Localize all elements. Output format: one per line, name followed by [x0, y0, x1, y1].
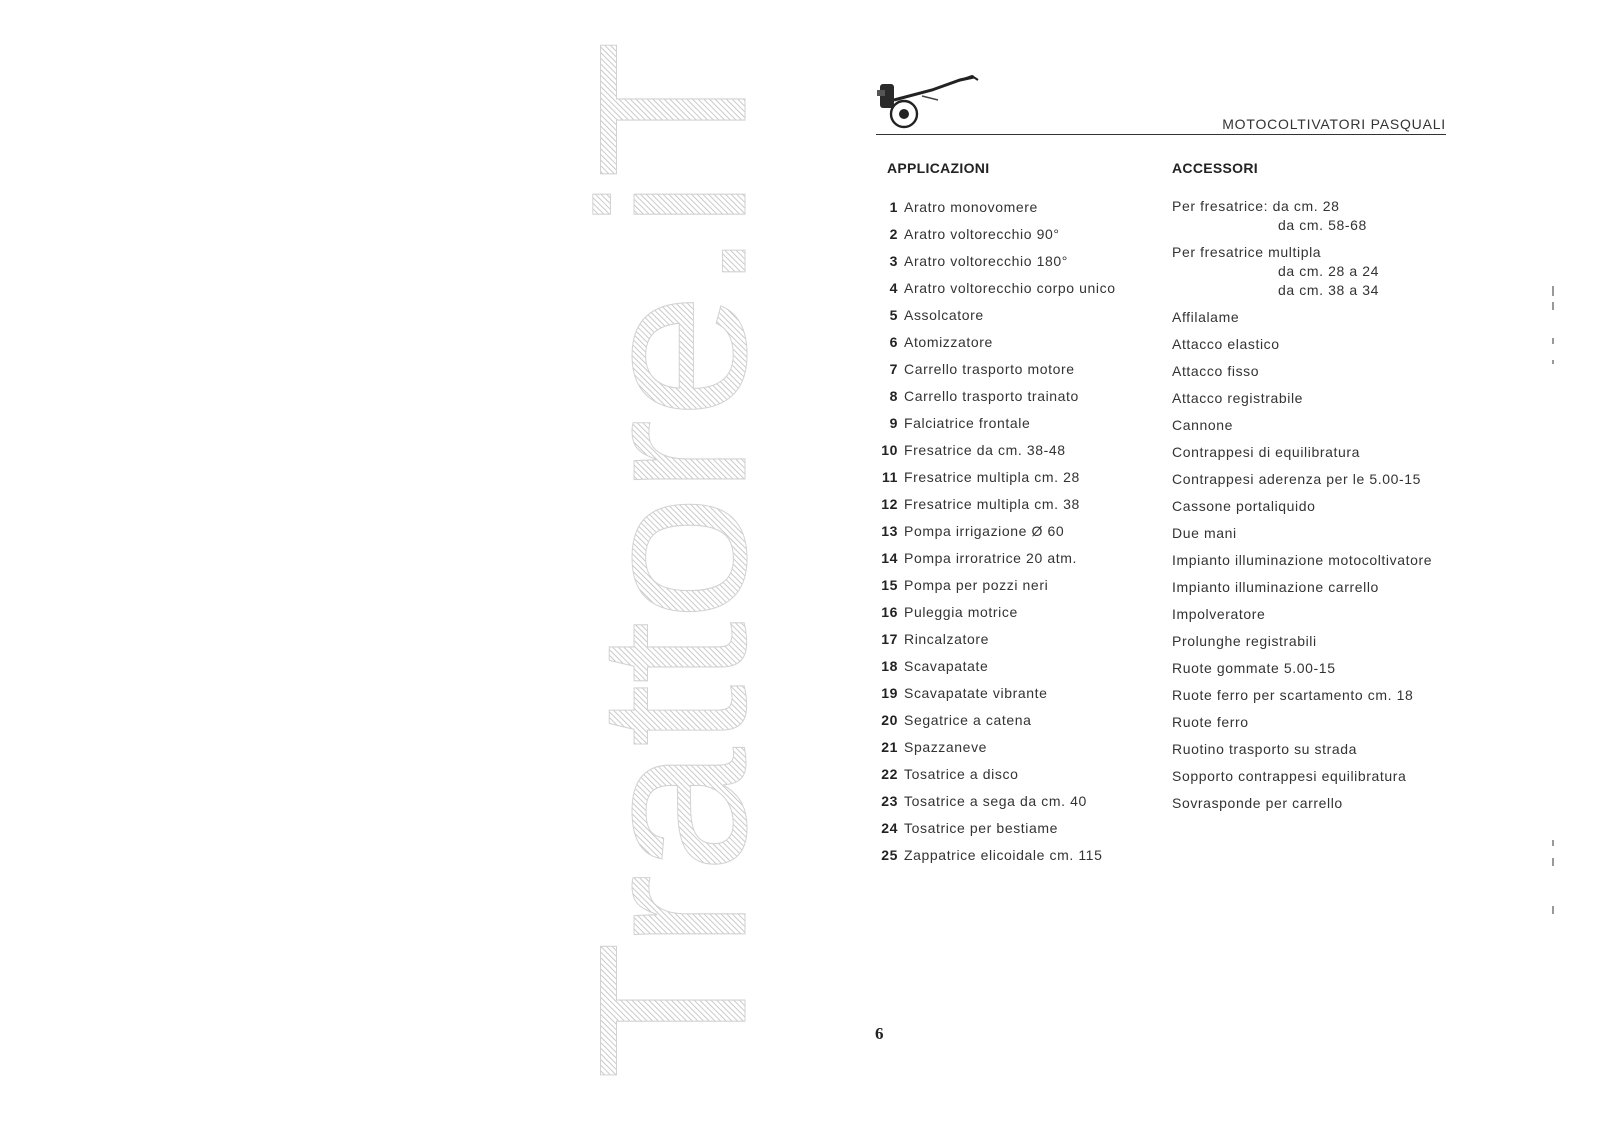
list-item — [874, 820, 1058, 840]
list-item — [874, 712, 1032, 732]
list-item: Cassone portaliquido — [1172, 498, 1316, 514]
accessories-title: ACCESSORI — [1172, 160, 1258, 176]
accessory-sub: da cm. 28 a 24 — [1278, 263, 1380, 279]
list-item: Prolunghe registrabili — [1172, 633, 1317, 649]
list-item: Contrappesi di equilibratura — [1172, 444, 1361, 460]
list-item — [874, 685, 1048, 705]
list-item — [874, 793, 1087, 813]
list-item — [874, 361, 1075, 381]
list-item: Ruotino trasporto su strada — [1172, 741, 1358, 757]
item-label: Tosatrice a sega da cm. 40 — [904, 793, 1087, 809]
list-item — [874, 631, 989, 651]
list-item — [874, 388, 1079, 408]
item-number: 11 — [882, 469, 898, 485]
scan-mark — [1552, 858, 1554, 866]
list-item: Impianto illuminazione motocoltivatore — [1172, 552, 1433, 568]
item-label: Aratro voltorecchio 180° — [904, 253, 1068, 269]
watermark-text: Trattore.iT — [555, 119, 790, 1080]
list-item: Sovrasponde per carrello — [1172, 795, 1343, 811]
list-item: Impianto illuminazione carrello — [1172, 579, 1379, 595]
item-number: 2 — [889, 226, 898, 242]
scan-mark — [1552, 302, 1554, 310]
list-item — [874, 307, 984, 327]
accessory-fresatrice-multipla — [1172, 243, 1379, 300]
list-item — [874, 253, 1068, 273]
applications-title: APPLICAZIONI — [887, 160, 990, 176]
item-label: Fresatrice multipla cm. 38 — [904, 496, 1080, 512]
item-label: Scavapatate — [904, 658, 989, 674]
list-item: Attacco elastico — [1172, 336, 1280, 352]
scan-mark — [1552, 286, 1554, 296]
list-item: Cannone — [1172, 417, 1234, 433]
item-label: Falciatrice frontale — [904, 415, 1031, 431]
item-label: Segatrice a catena — [904, 712, 1032, 728]
list-item — [874, 415, 1030, 435]
list-item — [874, 847, 1102, 867]
list-item — [874, 334, 993, 354]
accessory-sub: da cm. 38 a 34 — [1278, 282, 1380, 298]
list-item — [874, 442, 1066, 462]
item-number: 3 — [889, 253, 898, 269]
list-item — [874, 604, 1018, 624]
item-label: Tosatrice a disco — [904, 766, 1019, 782]
page-number: 6 — [875, 1024, 884, 1043]
accessory-label: Per fresatrice multipla — [1172, 244, 1322, 260]
list-item — [874, 496, 1080, 516]
item-label: Carrello trasporto trainato — [904, 388, 1079, 404]
item-number: 1 — [889, 199, 898, 215]
item-label: Atomizzatore — [904, 334, 993, 350]
item-number: 15 — [881, 577, 898, 593]
accessory-sub: da cm. 58-68 — [1278, 217, 1367, 233]
item-number: 25 — [881, 847, 898, 863]
list-item — [874, 226, 1060, 246]
item-number: 18 — [881, 658, 898, 674]
accessory-label: Per fresatrice: da cm. 28 — [1172, 198, 1340, 214]
item-number: 12 — [881, 496, 898, 512]
list-item: Attacco registrabile — [1172, 390, 1304, 406]
list-item: Sopporto contrappesi equilibratura — [1172, 768, 1407, 784]
list-item: Impolveratore — [1172, 606, 1266, 622]
item-number: 14 — [881, 550, 898, 566]
item-number: 6 — [889, 334, 898, 350]
item-label: Pompa per pozzi neri — [904, 577, 1049, 593]
list-item: Ruote gommate 5.00-15 — [1172, 660, 1336, 676]
item-label: Pompa irroratrice 20 atm. — [904, 550, 1077, 566]
item-number: 22 — [881, 766, 898, 782]
list-item: Attacco fisso — [1172, 363, 1260, 379]
list-item — [874, 523, 1064, 543]
item-number: 24 — [881, 820, 898, 836]
item-number: 5 — [889, 307, 898, 323]
item-number: 16 — [881, 604, 898, 620]
list-item: Due mani — [1172, 525, 1237, 541]
list-item — [874, 469, 1080, 489]
list-item: Affilalame — [1172, 309, 1240, 325]
list-item — [874, 577, 1048, 597]
item-number: 20 — [881, 712, 898, 728]
item-number: 23 — [881, 793, 898, 809]
item-number: 8 — [889, 388, 898, 404]
item-label: Aratro voltorecchio corpo unico — [904, 280, 1116, 296]
list-item — [874, 766, 1018, 786]
header-rule — [876, 134, 1446, 135]
item-label: Spazzaneve — [904, 739, 988, 755]
tractor-logo — [874, 74, 982, 132]
brand-title: MOTOCOLTIVATORI PASQUALI — [1222, 116, 1446, 132]
item-number: 17 — [881, 631, 898, 647]
item-label: Rincalzatore — [904, 631, 990, 647]
list-item: Ruote ferro — [1172, 714, 1249, 730]
item-number: 9 — [889, 415, 898, 431]
list-item — [874, 199, 1038, 219]
item-label: Aratro monovomere — [904, 199, 1038, 215]
item-label: Scavapatate vibrante — [904, 685, 1048, 701]
item-number: 4 — [889, 280, 898, 296]
list-item: Ruote ferro per scartamento cm. 18 — [1172, 687, 1414, 703]
scan-mark — [1552, 338, 1554, 344]
item-number: 19 — [881, 685, 898, 701]
item-label: Tosatrice per bestiame — [904, 820, 1059, 836]
item-label: Carrello trasporto motore — [904, 361, 1075, 377]
item-label: Assolcatore — [904, 307, 984, 323]
list-item — [874, 739, 987, 759]
scan-mark — [1552, 906, 1554, 914]
list-item — [874, 658, 988, 678]
scan-mark — [1552, 840, 1554, 846]
item-label: Zappatrice elicoidale cm. 115 — [904, 847, 1103, 863]
item-label: Pompa irrigazione Ø 60 — [904, 523, 1065, 539]
accessory-fresatrice — [1172, 197, 1367, 235]
list-item: Contrappesi aderenza per le 5.00-15 — [1172, 471, 1422, 487]
item-label: Puleggia motrice — [904, 604, 1018, 620]
item-number: 10 — [881, 442, 898, 458]
item-label: Aratro voltorecchio 90° — [904, 226, 1060, 242]
list-item — [874, 550, 1077, 570]
item-number: 13 — [881, 523, 898, 539]
list-item — [874, 280, 1116, 300]
item-label: Fresatrice da cm. 38-48 — [904, 442, 1066, 458]
item-label: Fresatrice multipla cm. 28 — [904, 469, 1080, 485]
item-number: 7 — [889, 361, 898, 377]
scan-mark — [1552, 360, 1554, 364]
item-number: 21 — [881, 739, 898, 755]
